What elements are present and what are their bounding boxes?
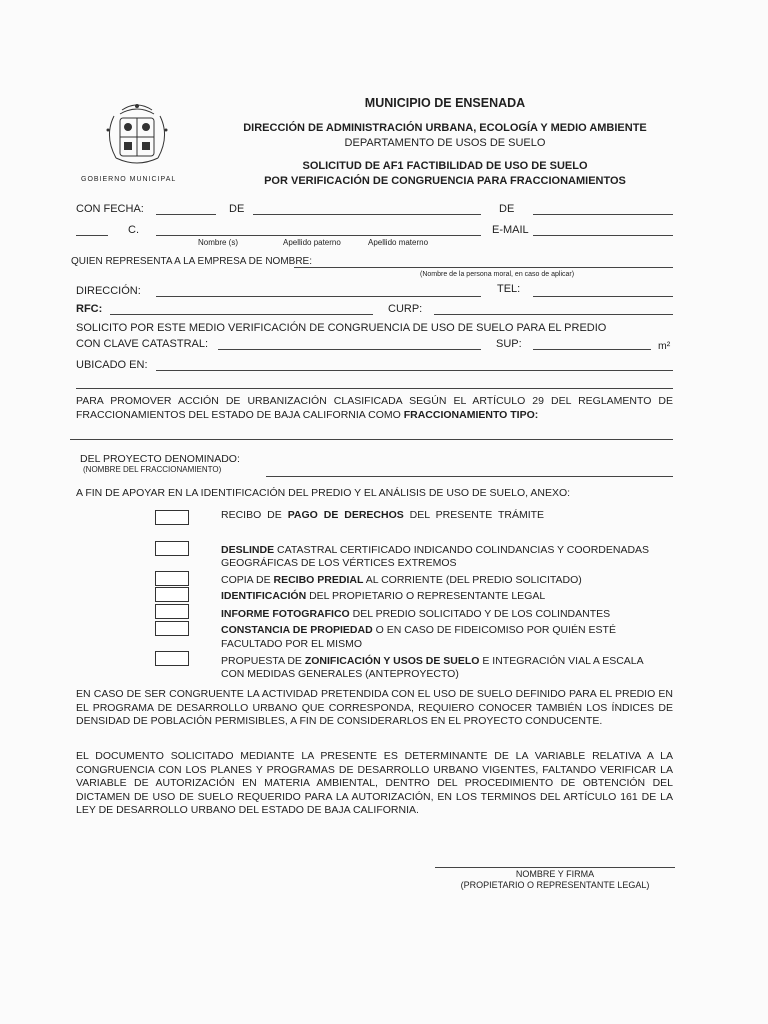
tel-label: TEL: bbox=[497, 283, 521, 295]
proyecto-sub: (NOMBRE DEL FRACCIONAMIENTO) bbox=[83, 465, 222, 474]
promover-paragraph: PARA PROMOVER ACCIÓN DE URBANIZACIÓN CLASIFICADA SEGÚN EL ARTÍCULO 29 DEL REGLAMENTO DE FRACCIONAMIENTOS DEL ESTADO DE BAJA CALIFORNIA COMO FRACCIONAMIENTO TIPO: bbox=[76, 395, 673, 421]
proyecto-field[interactable] bbox=[266, 476, 673, 477]
rfc-field[interactable] bbox=[110, 314, 373, 315]
m2-unit: m² bbox=[658, 340, 671, 352]
curp-label: CURP: bbox=[388, 303, 423, 315]
rfc-label: RFC: bbox=[76, 303, 103, 315]
sub-nombres: Nombre (s) bbox=[198, 238, 239, 247]
ubicado-field-1[interactable] bbox=[156, 370, 673, 371]
department-title: DEPARTAMENTO DE USOS DE SUELO bbox=[344, 137, 546, 149]
fecha-year-field[interactable] bbox=[533, 214, 673, 215]
paragraph-determinante: EL DOCUMENTO SOLICITADO MEDIANTE LA PRESENTE ES DETERMINANTE DE LA VARIABLE RELATIVA A LA CONGRUENCIA CON LOS PLANES Y PROGRAMAS DE DESARROLLO URBANO VIGENTES, FALTANDO VERIFICAR LA VARIABLE DE AUTORIZACIÓN EN MATERIA AMBIENTAL, DENTRO DEL PROCEDIMIENTO DE OBTENCIÓN DEL DICTAMEN DE USO DE SUELO REQUERIDO PARA LA AUTORIZACIÓN, EN LOS TERMINOS DEL ARTÍCULO 161 DE LA LEY DE DESARROLLO URBANO DEL ESTADO DE BAJA CALIFORNIA. bbox=[76, 750, 673, 816]
checklist-item-constancia-line2: FACULTADO POR EL MISMO bbox=[221, 638, 362, 650]
anexo-intro: A FIN DE APOYAR EN LA IDENTIFICACIÓN DEL PREDIO Y EL ANÁLISIS DE USO DE SUELO, ANEXO: bbox=[76, 487, 571, 499]
checklist-item-predial: COPIA DE RECIBO PREDIAL AL CORRIENTE (DEL PREDIO SOLICITADO) bbox=[221, 574, 582, 586]
signature-label: NOMBRE Y FIRMA bbox=[515, 869, 595, 879]
empresa-field[interactable] bbox=[294, 267, 673, 268]
direction-title: DIRECCIÓN DE ADMINISTRACIÓN URBANA, ECOLOGÍA Y MEDIO AMBIENTE bbox=[243, 122, 647, 134]
signature-sub: (PROPIETARIO O REPRESENTANTE LEGAL) bbox=[460, 880, 650, 890]
curp-field[interactable] bbox=[434, 314, 673, 315]
municipal-seal-logo bbox=[92, 96, 182, 176]
empresa-label: QUIEN REPRESENTA A LA EMPRESA DE NOMBRE: bbox=[71, 256, 313, 267]
form-title-line1: SOLICITUD DE AF1 FACTIBILIDAD DE USO DE SUELO bbox=[302, 160, 588, 172]
ubicado-label: UBICADO EN: bbox=[76, 359, 148, 371]
moral-note: (Nombre de la persona moral, en caso de aplicar) bbox=[420, 271, 575, 278]
sup-label: SUP: bbox=[496, 338, 522, 350]
email-field[interactable] bbox=[533, 235, 673, 236]
de-label-1: DE bbox=[229, 203, 245, 215]
checklist-item-constancia: CONSTANCIA DE PROPIEDAD O EN CASO DE FIDEICOMISO POR QUIÉN ESTÉ bbox=[221, 624, 616, 636]
checklist-item-pago: RECIBO DE PAGO DE DERECHOS DEL PRESENTE TRÁMITE bbox=[221, 509, 545, 521]
direccion-label: DIRECCIÓN: bbox=[76, 285, 141, 297]
ubicado-field-2[interactable] bbox=[76, 388, 673, 389]
email-label: E-MAIL bbox=[492, 224, 529, 236]
applicant-name-field[interactable] bbox=[156, 235, 481, 236]
checklist-item-deslinde: DESLINDE CATASTRAL CERTIFICADO INDICANDO COLINDANCIAS Y COORDENADAS bbox=[221, 544, 650, 556]
fecha-month-field[interactable] bbox=[253, 214, 481, 215]
fecha-day-field[interactable] bbox=[156, 214, 216, 215]
proyecto-label: DEL PROYECTO DENOMINADO: bbox=[80, 453, 240, 465]
checklist-item-deslinde-line2: GEOGRÁFICAS DE LOS VÉRTICES EXTREMOS bbox=[221, 557, 457, 569]
c-label: C. bbox=[128, 224, 139, 236]
clave-catastral-field[interactable] bbox=[218, 349, 481, 350]
checklist-item-zonificacion: PROPUESTA DE ZONIFICACIÓN Y USOS DE SUELO E INTEGRACIÓN VIAL A ESCALA bbox=[221, 655, 644, 667]
direccion-field[interactable] bbox=[156, 296, 481, 297]
tel-field[interactable] bbox=[533, 296, 673, 297]
title-field[interactable] bbox=[76, 235, 108, 236]
form-title-line2: POR VERIFICACIÓN DE CONGRUENCIA PARA FRACCIONAMIENTOS bbox=[264, 175, 626, 187]
checklist-item-fotografico: INFORME FOTOGRAFICO DEL PREDIO SOLICITADO Y DE LOS COLINDANTES bbox=[221, 608, 611, 620]
checklist-item-zonificacion-line2: CON MEDIDAS GENERALES (ANTEPROYECTO) bbox=[221, 668, 459, 680]
clave-label: CON CLAVE CATASTRAL: bbox=[76, 338, 209, 350]
checkbox-recibo-predial[interactable] bbox=[155, 571, 189, 586]
signature-field[interactable] bbox=[435, 867, 675, 868]
sub-materno: Apellido materno bbox=[368, 238, 429, 247]
checkbox-informe-fotografico[interactable] bbox=[155, 604, 189, 619]
con-fecha-label: CON FECHA: bbox=[76, 203, 144, 215]
superficie-field[interactable] bbox=[533, 349, 651, 350]
checkbox-pago-derechos[interactable] bbox=[155, 510, 189, 525]
solicito-text: SOLICITO POR ESTE MEDIO VERIFICACIÓN DE CONGRUENCIA DE USO DE SUELO PARA EL PREDIO bbox=[76, 322, 607, 334]
sub-paterno: Apellido paterno bbox=[283, 238, 341, 247]
checkbox-deslinde[interactable] bbox=[155, 541, 189, 556]
logo-caption: GOBIERNO MUNICIPAL bbox=[81, 176, 177, 183]
de-label-2: DE bbox=[499, 203, 515, 215]
checklist-item-identificacion: IDENTIFICACIÓN DEL PROPIETARIO O REPRESENTANTE LEGAL bbox=[221, 590, 546, 602]
municipality-title: MUNICIPIO DE ENSENADA bbox=[364, 96, 526, 110]
fraccionamiento-tipo-field[interactable] bbox=[70, 439, 673, 440]
checkbox-zonificacion[interactable] bbox=[155, 651, 189, 666]
checkbox-identificacion[interactable] bbox=[155, 587, 189, 602]
checkbox-constancia-propiedad[interactable] bbox=[155, 621, 189, 636]
paragraph-congruente: EN CASO DE SER CONGRUENTE LA ACTIVIDAD PRETENDIDA CON EL USO DE SUELO DEFINIDO PARA EL PREDIO EN EL PROGRAMA DE DESARROLLO URBANO QUE CORRESPONDA, REQUIERO CONOCER TAMBIÉN LOS ÍNDICES DE DENSIDAD DE POBLACIÓN PERMISIBLES, A FIN DE CONSIDERARLOS EN EL PROYECTO CONDUCENTE. bbox=[76, 688, 673, 727]
